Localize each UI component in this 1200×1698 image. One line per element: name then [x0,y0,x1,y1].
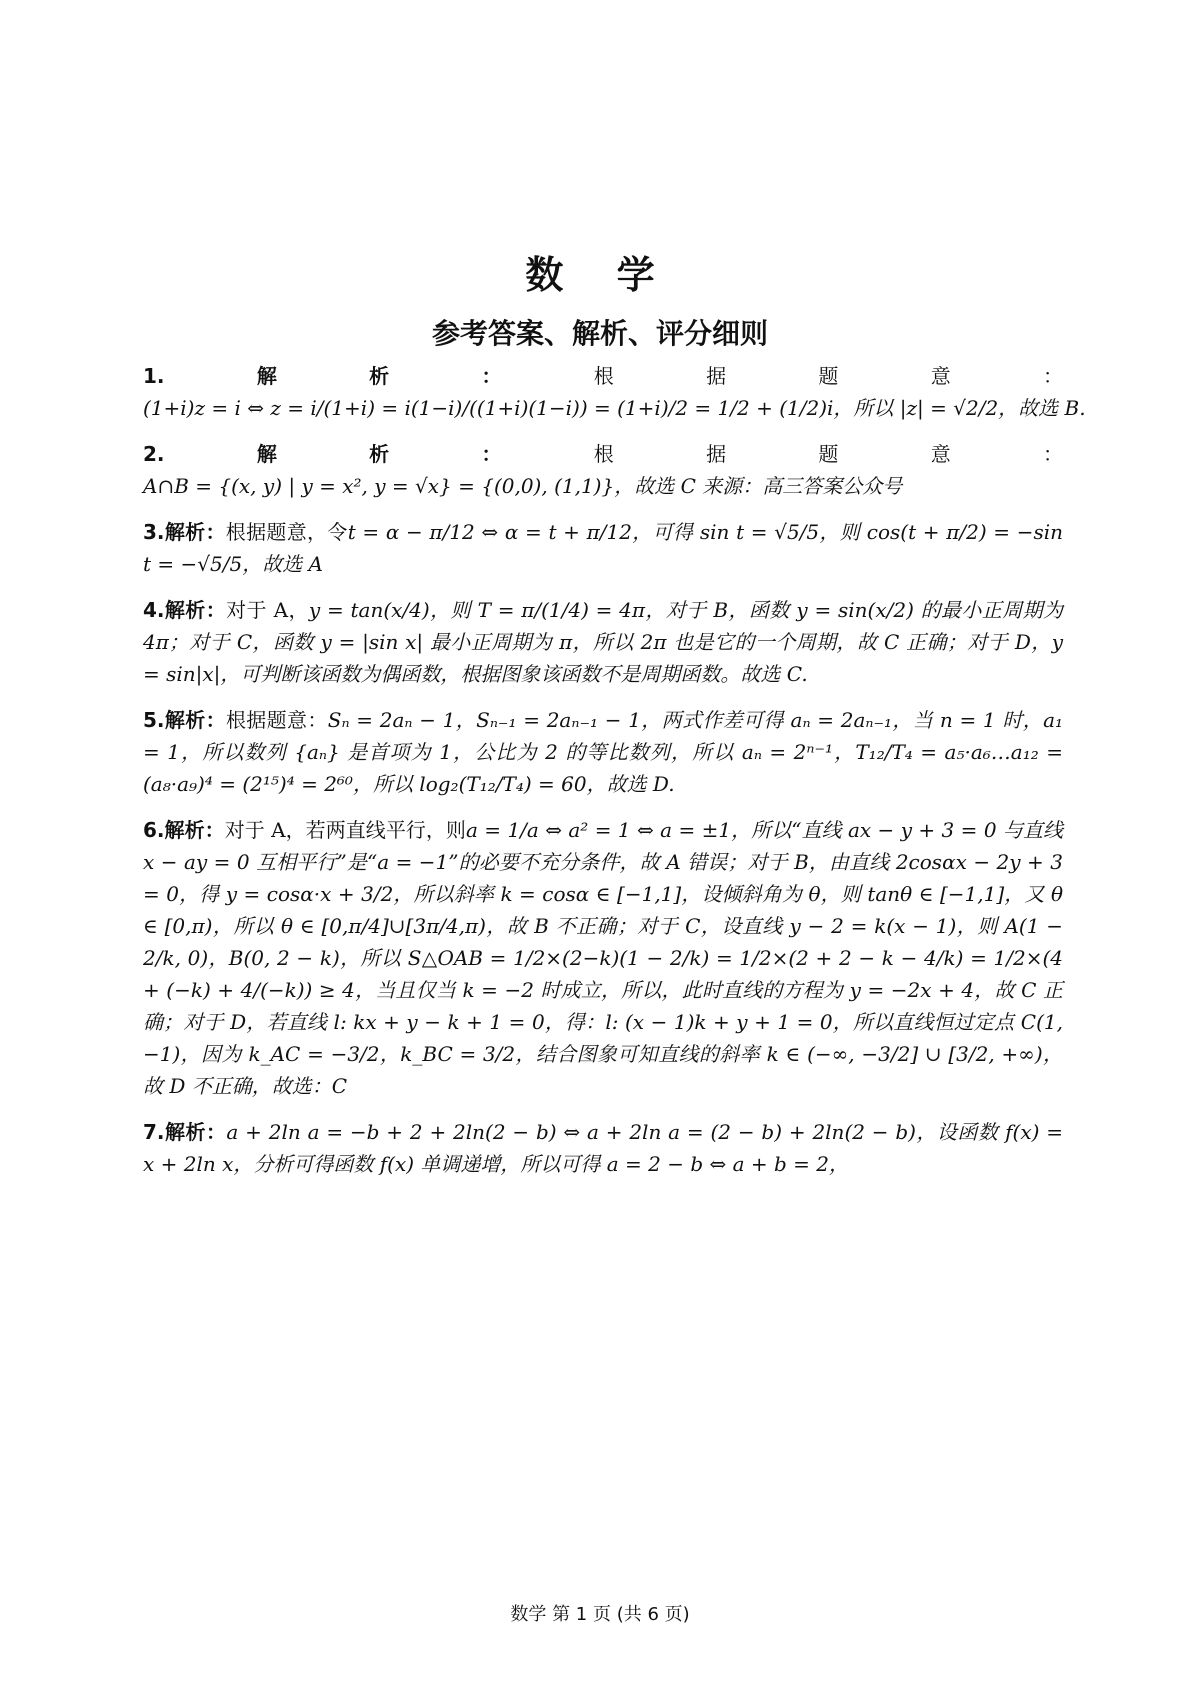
solution-number: 3. [143,520,165,544]
solution-text: 根据题意： [593,364,1064,388]
solution-label: 解析 [164,520,206,544]
solution-label: 解析 [164,708,206,732]
solution-7: 7.解析：a + 2ln a = −b + 2 + 2ln(2 − b) ⇔ a + 2ln a = (2 − b) + 2ln(2 − b)，设函数 f(x) = x + 2ln x，分析可得函数 f(x) 单调递增，所以可得 a = 2 − b ⇔ a + b = 2， [143,1120,1064,1176]
solution-2: 2.解析：根据题意：A∩B = {(x, y) | y = x², y = √x} = {(0,0), (1,1)}，故选 C 来源：高三答案公众号 [143,442,1064,498]
solution-label: 解析 [164,1120,206,1144]
solution-6: 6.解析：对于 A，若两直线平行，则a = 1/a ⇔ a² = 1 ⇔ a = ±1，所以“直线 ax − y + 3 = 0 与直线 x − ay = 0 互相平行”是“a = −1”的必要不充分条件，故 A 错误；对于 B，由直线 2cosαx − 2y + 3 = 0，得 y = cosα·x + 3/2，所以斜率 k = cosα ∈ [−1,1]，设倾斜角为 θ，则 tanθ ∈ [−1,1]，又 θ ∈ [0,π)，所以 θ ∈ [0,π/4]∪[3π/4,π)，故 B 不正确；对于 C，设直线 y − 2 = k(x − 1)，则 A(1 − 2/k, 0)，B(0, 2 − k)，所以 S△OAB = 1/2×(2−k)(1 − 2/k) = 1/2×(2 + 2 − k − 4/k) = 1/2×(4 + (−k) + 4/(−k)) ≥ 4，当且仅当 k = −2 时成立，所以，此时直线的方程为 y = −2x + 4，故 C 正确；对于 D，若直线 l: kx + y − k + 1 = 0，得：l: (x − 1)k + y + 1 = 0，所以直线恒过定点 C(1, −1)，因为 k_AC = −3/2，k_BC = 3/2，结合图象可知直线的斜率 k ∈ (−∞, −3/2] ∪ [3/2, +∞)，故 D 不正确，故选：C [143,818,1064,1098]
solution-label: 解析 [164,442,482,466]
solution-text: 对于 A， [226,598,309,622]
solution-text: 根据题意，令 [225,520,348,544]
solutions-list [143,360,1086,1194]
solution-number: 2. [143,442,165,466]
page-title: 数 学 [525,253,675,297]
solution-text: 根据题意： [225,708,328,732]
solution-math: a + 2ln a = −b + 2 + 2ln(2 − b) ⇔ a + 2ln a = (2 − b) + 2ln(2 − b)，设函数 f(x) = x + 2ln x，分析可得函数 f(x) 单调递增，所以可得 a = 2 − b ⇔ a + b = 2， [143,1120,1064,1176]
solution-1: 1.解析：根据题意：(1+i)z = i ⇔ z = i/(1+i) = i(1−i)/((1+i)(1−i)) = (1+i)/2 = 1/2 + (1/2)i，所以 |z| = √2/2，故选 B. [143,364,1086,420]
page-subtitle: 参考答案、解析、评分细则 [431,317,768,350]
solution-text: 根据题意： [593,442,1064,466]
solution-number: 1. [143,364,165,388]
solution-number: 5. [143,708,165,732]
solution-label: 解析 [164,364,482,388]
solution-text: 对于 A，若两直线平行，则 [224,818,466,842]
solution-label: 解析 [164,598,206,622]
solution-4: 4.解析：对于 A，y = tan(x/4)，则 T = π/(1/4) = 4π，对于 B，函数 y = sin(x/2) 的最小正周期为 4π；对于 C，函数 y = |sin x| 最小正周期为 π，所以 2π 也是它的一个周期，故 C 正确；对于 D，y = sin|x|，可判断该函数为偶函数，根据图象该函数不是周期函数。故选 C. [143,598,1064,686]
page-footer: 数学 第 1 页 (共 6 页) [510,1604,690,1625]
solution-math: a = 1/a ⇔ a² = 1 ⇔ a = ±1，所以“直线 ax − y + 3 = 0 与直线 x − ay = 0 互相平行”是“a = −1”的必要不充分条件，故 A 错误；对于 B，由直线 2cosαx − 2y + 3 = 0，得 y = cosα·x + 3/2，所以斜率 k = cosα ∈ [−1,1]，设倾斜角为 θ，则 tanθ ∈ [−1,1]，又 θ ∈ [0,π)，所以 θ ∈ [0,π/4]∪[3π/4,π)，故 B 不正确；对于 C，设直线 y − 2 = k(x − 1)，则 A(1 − 2/k, 0)，B(0, 2 − k)，所以 S△OAB = 1/2×(2−k)(1 − 2/k) = 1/2×(2 + 2 − k − 4/k) = 1/2×(4 + (−k) + 4/(−k)) ≥ 4，当且仅当 k = −2 时成立，所以，此时直线的方程为 y = −2x + 4，故 C 正确；对于 D，若直线 l: kx + y − k + 1 = 0，得：l: (x − 1)k + y + 1 = 0，所以直线恒过定点 C(1, −1)，因为 k_AC = −3/2，k_BC = 3/2，结合图象可知直线的斜率 k ∈ (−∞, −3/2] ∪ [3/2, +∞)，故 D 不正确，故选：C [143,818,1064,1098]
solution-math: y = tan(x/4)，则 T = π/(1/4) = 4π，对于 B，函数 y = sin(x/2) 的最小正周期为 4π；对于 C，函数 y = |sin x| 最小正周期为 π，所以 2π 也是它的一个周期，故 C 正确；对于 D，y = sin|x|，可判断该函数为偶函数，根据图象该函数不是周期函数。故选 C. [143,598,1064,686]
solution-math: (1+i)z = i ⇔ z = i/(1+i) = i(1−i)/((1+i)(1−i)) = (1+i)/2 = 1/2 + (1/2)i，所以 |z| = √2/2，故选 B. [143,396,1086,420]
solution-number: 6. [143,818,165,842]
solution-number: 4. [143,598,165,622]
solution-math: Sₙ = 2aₙ − 1，Sₙ₋₁ = 2aₙ₋₁ − 1，两式作差可得 aₙ = 2aₙ₋₁，当 n = 1 时，a₁ = 1，所以数列 {aₙ} 是首项为 1，公比为 2 的等比数列，所以 aₙ = 2ⁿ⁻¹，T₁₂/T₄ = a₅·a₆…a₁₂ = (a₈·a₉)⁴ = (2¹⁵)⁴ = 2⁶⁰，所以 log₂(T₁₂/T₄) = 60，故选 D. [143,708,1064,796]
solution-5: 5.解析：根据题意：Sₙ = 2aₙ − 1，Sₙ₋₁ = 2aₙ₋₁ − 1，两式作差可得 aₙ = 2aₙ₋₁，当 n = 1 时，a₁ = 1，所以数列 {aₙ} 是首项为 1，公比为 2 的等比数列，所以 aₙ = 2ⁿ⁻¹，T₁₂/T₄ = a₅·a₆…a₁₂ = (a₈·a₉)⁴ = (2¹⁵)⁴ = 2⁶⁰，所以 log₂(T₁₂/T₄) = 60，故选 D. [143,708,1064,796]
solution-math: A∩B = {(x, y) | y = x², y = √x} = {(0,0), (1,1)}，故选 C 来源：高三答案公众号 [143,474,903,498]
solution-number: 7. [143,1120,165,1144]
solution-math: t = α − π/12 ⇔ α = t + π/12，可得 sin t = √5/5，则 cos(t + π/2) = −sin t = −√5/5，故选 A [143,520,1064,576]
solution-label: 解析 [164,818,205,842]
solution-3: 3.解析：根据题意，令t = α − π/12 ⇔ α = t + π/12，可得 sin t = √5/5，则 cos(t + π/2) = −sin t = −√5/5，故选 A [143,520,1064,576]
